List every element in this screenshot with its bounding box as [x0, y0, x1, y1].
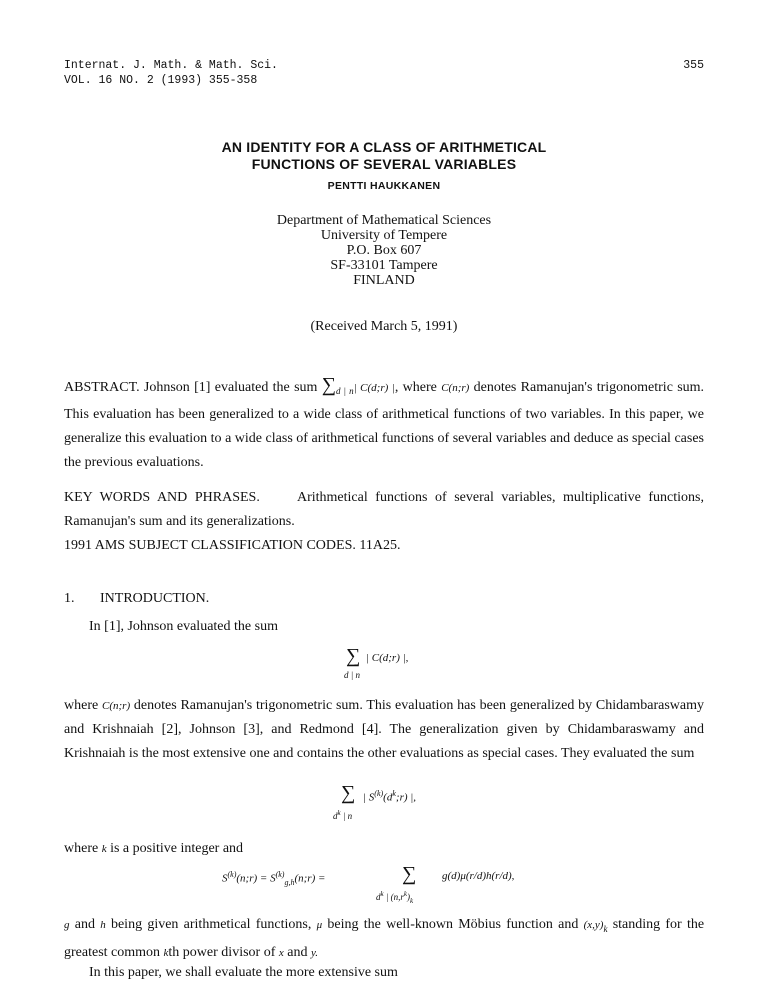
affiliation-line-2: University of Tempere — [320, 228, 448, 243]
definition-equation — [222, 864, 602, 908]
author-name: PENTTI HAUKKANEN — [327, 180, 441, 192]
body-paragraph-1: In [1], Johnson evaluated the sum — [89, 619, 278, 634]
abstract-heading: ABSTRACT. — [64, 380, 140, 395]
section-heading — [64, 591, 209, 607]
volume-info: VOL. 16 NO. 2 (1993) 355-358 — [64, 74, 258, 87]
definition-lhs: $S^{(k)}(n;r)$ = $S^{(k)}_{g,h}(n;r)$ = — [222, 870, 326, 887]
sum-symbol: ∑ — [341, 782, 356, 804]
section-number: 1. — [64, 591, 75, 606]
journal-name: Internat. J. Math. & Math. Sci. — [64, 59, 278, 72]
body-paragraph-4: g and h being given arithmetical functions, μ being the well-known Möbius function and $(x,y)_k$ standing for the greatest common kth power divisor of x and y. — [64, 917, 705, 960]
affiliation — [0, 213, 768, 288]
paper-title — [0, 139, 768, 173]
ams-classification: 1991 AMS SUBJECT CLASSIFICATION CODES. 11A25. — [64, 538, 401, 553]
sum-index: d | n — [344, 670, 360, 680]
sum-index: $d^k$ | $(n,r^k)_k$ — [376, 890, 414, 905]
display-equation-1 — [344, 646, 464, 688]
affiliation-line-3: P.O. Box 607 — [346, 243, 422, 258]
body-paragraph-5: In this paper, we shall evaluate the more extensive sum — [89, 965, 398, 980]
sum-index: $d^k$ | n — [333, 809, 353, 821]
title-line-2: FUNCTIONS OF SEVERAL VARIABLES — [251, 156, 517, 172]
keywords-text: Arithmetical functions of several variables, multiplicative functions, Ramanujan's sum and its generalizations. — [64, 490, 704, 529]
display-equation-2 — [333, 783, 483, 829]
definition-rhs: g(d)μ(r/d)h(r/d), — [442, 870, 515, 882]
sum-symbol: ∑ — [346, 645, 361, 667]
affiliation-line-5: FINLAND — [353, 273, 415, 288]
keywords-heading: KEY WORDS AND PHRASES. — [64, 490, 260, 505]
keywords — [64, 486, 704, 534]
journal-header — [64, 58, 278, 88]
body-paragraph-3: where k is a positive integer and — [64, 841, 244, 856]
body-paragraph-2: where C(n;r) denotes Ramanujan's trigonometric sum. This evaluation has been generalized by Chidambaraswamy and Krishnaiah [2], Johnson [3], and Redmond [4]. The generalization given by Chidambaraswamy and Krishnaiah is the most extensive one and contains the other evaluations as special cases. They evaluated the sum — [64, 698, 704, 761]
sum-symbol: ∑ — [402, 863, 417, 885]
section-title: INTRODUCTION. — [100, 591, 210, 606]
inline-sum-formula: $\sum_{d | n}|$ C(d;r) | — [321, 374, 395, 397]
abs-ramanujan-sum: | C(d;r) |, — [366, 652, 409, 664]
affiliation-line-1: Department of Mathematical Sciences — [276, 213, 492, 228]
abs-generalized-sum: | $S^{(k)}(d^k;r)$ |, — [363, 789, 417, 804]
abstract: ABSTRACT. Johnson [1] evaluated the sum $\sum_{d | n}|$ C(d;r) |, where C(n;r) denotes Ramanujan's trigonometric sum. This evaluation has been generalized to a wide class of arithmetical functions of two variables. In this paper, we generalize this evaluation to a wide class of arithmetical functions of several variables and deduce as special cases the previous evaluations. — [64, 374, 705, 471]
title-line-1: AN IDENTITY FOR A CLASS OF ARITHMETICAL — [221, 139, 547, 155]
page-number: 355 — [683, 59, 704, 72]
affiliation-line-4: SF-33101 Tampere — [330, 258, 438, 273]
received-date: (Received March 5, 1991) — [310, 319, 458, 334]
